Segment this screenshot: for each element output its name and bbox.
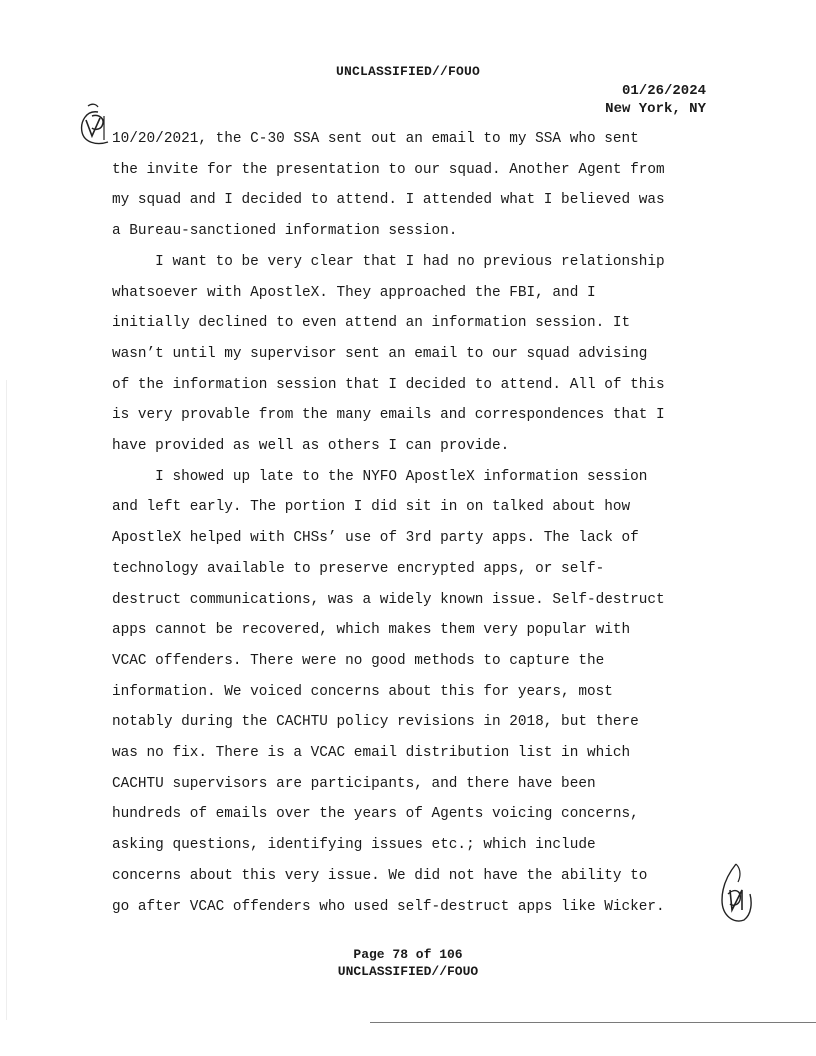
body-line: VCAC offenders. There were no good methods to capture the bbox=[112, 652, 605, 669]
handwritten-initials-icon bbox=[718, 860, 754, 930]
body-line: have provided as well as others I can provide. bbox=[112, 438, 510, 455]
bottom-rule bbox=[370, 1022, 816, 1023]
document-location: New York, NY bbox=[605, 101, 706, 117]
body-line: CACHTU supervisors are participants, and there have been bbox=[112, 775, 596, 792]
body-line: the invite for the presentation to our squad. Another Agent from bbox=[112, 161, 665, 178]
classification-header: UNCLASSIFIED//FOUO bbox=[335, 64, 481, 79]
body-line: go after VCAC offenders who used self-destruct apps like Wicker. bbox=[112, 898, 665, 915]
scan-edge-mark bbox=[6, 380, 7, 1020]
body-line: whatsoever with ApostleX. They approached the FBI, and I bbox=[112, 284, 596, 301]
body-line: hundreds of emails over the years of Agents voicing concerns, bbox=[112, 806, 639, 823]
body-line: my squad and I decided to attend. I attended what I believed was bbox=[112, 192, 665, 209]
body-line: a Bureau-sanctioned information session. bbox=[112, 223, 458, 240]
body-line: technology available to preserve encrypted apps, or self- bbox=[112, 560, 605, 577]
body-line: asking questions, identifying issues etc.; which include bbox=[112, 837, 596, 854]
body-line: initially declined to even attend an information session. It bbox=[112, 315, 631, 332]
body-line: of the information session that I decided to attend. All of this bbox=[112, 376, 665, 393]
body-line: and left early. The portion I did sit in on talked about how bbox=[112, 499, 631, 516]
body-line: was no fix. There is a VCAC email distribution list in which bbox=[112, 745, 631, 762]
body-line: wasn’t until my supervisor sent an email to our squad advising bbox=[112, 345, 648, 362]
document-body bbox=[112, 124, 712, 922]
body-line: is very provable from the many emails and correspondences that I bbox=[112, 407, 665, 424]
body-line: apps cannot be recovered, which makes them very popular with bbox=[112, 622, 631, 639]
body-line: ApostleX helped with CHSs’ use of 3rd party apps. The lack of bbox=[112, 530, 639, 547]
body-line: concerns about this very issue. We did not have the ability to bbox=[112, 867, 648, 884]
body-line: notably during the CACHTU policy revisions in 2018, but there bbox=[112, 714, 639, 731]
document-date: 01/26/2024 bbox=[621, 83, 706, 99]
body-line: information. We voiced concerns about this for years, most bbox=[112, 683, 613, 700]
body-line: 10/20/2021, the C-30 SSA sent out an email to my SSA who sent bbox=[112, 131, 639, 147]
body-line: destruct communications, was a widely known issue. Self-destruct bbox=[112, 591, 665, 608]
body-line: I want to be very clear that I had no previous relationship bbox=[112, 253, 665, 270]
body-line: I showed up late to the NYFO ApostleX information session bbox=[112, 468, 648, 485]
page-number: Page 78 of 106 bbox=[353, 947, 463, 962]
classification-footer: UNCLASSIFIED//FOUO bbox=[337, 964, 479, 979]
